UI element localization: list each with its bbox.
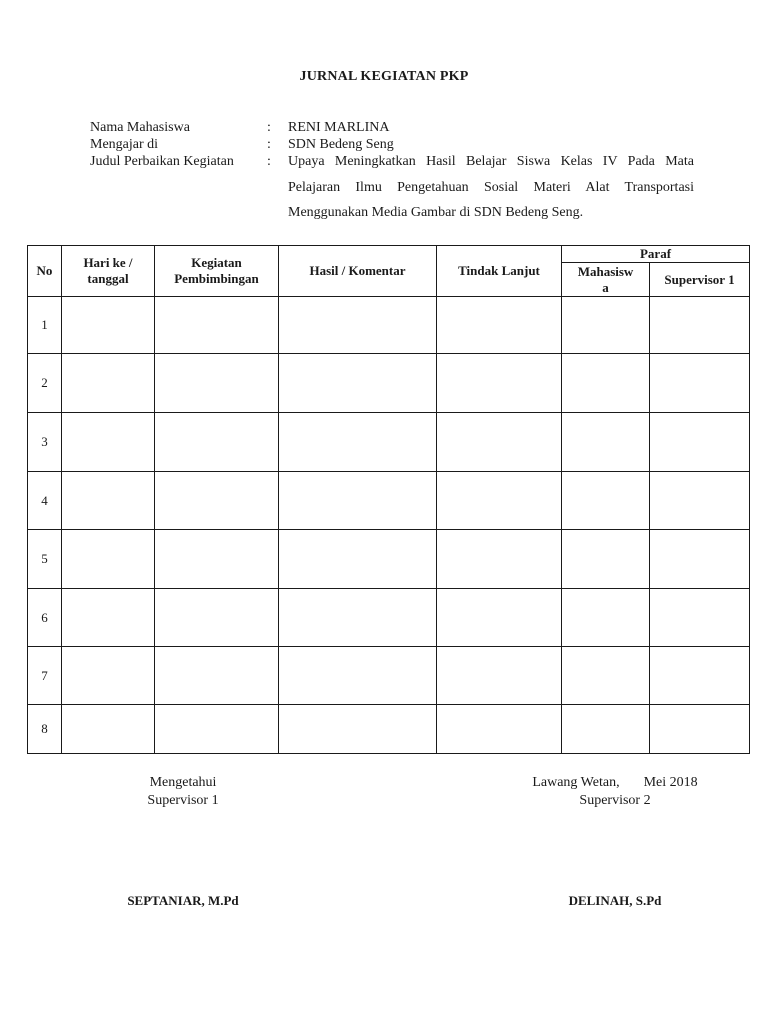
nama-mahasiswa-label: Nama Mahasiswa (90, 120, 190, 135)
row-number: 5 (28, 530, 62, 589)
header-hari-tanggal (62, 246, 155, 297)
row-number: 7 (28, 647, 62, 705)
table-cell (650, 647, 750, 705)
table-cell (437, 413, 562, 472)
table-cell (155, 413, 279, 472)
table-cell (437, 705, 562, 754)
table-cell (650, 705, 750, 754)
table-cell (62, 647, 155, 705)
table-cell (562, 530, 650, 589)
supervisor-1-name: SEPTANIAR, M.Pd (127, 893, 239, 908)
table-row (28, 472, 750, 530)
row-number: 3 (28, 413, 62, 472)
table-cell (562, 705, 650, 754)
table-cell (279, 589, 437, 647)
place-text: Lawang Wetan, (532, 775, 620, 790)
table-cell (650, 413, 750, 472)
header-tindak-lanjut: Tindak Lanjut (437, 246, 562, 297)
table-cell (155, 297, 279, 354)
table-row (28, 354, 750, 413)
table-cell (62, 589, 155, 647)
separator: : (267, 154, 271, 169)
table-cell (437, 589, 562, 647)
row-number: 8 (28, 705, 62, 754)
header-kegiatan (155, 246, 279, 297)
table-cell (62, 354, 155, 413)
table-cell (155, 705, 279, 754)
supervisor-2-label: Supervisor 2 (579, 793, 651, 808)
table-cell (562, 413, 650, 472)
table-cell (62, 472, 155, 530)
supervisor-2-name: DELINAH, S.Pd (568, 893, 662, 908)
table-cell (279, 297, 437, 354)
table-row (28, 530, 750, 589)
table-cell (62, 530, 155, 589)
table-cell (650, 530, 750, 589)
header-mahasiswa-line1: Mahasisw (577, 263, 634, 279)
place-date (510, 774, 720, 792)
header-supervisor: Supervisor 1 (650, 263, 750, 297)
judul-line-1: Upaya Meningkatkan Hasil Belajar Siswa Kelas IV Pada Mata (288, 154, 694, 169)
row-number: 4 (28, 472, 62, 530)
table-cell (562, 647, 650, 705)
row-number: 2 (28, 354, 62, 413)
table-row (28, 297, 750, 354)
table-cell (437, 647, 562, 705)
table-cell (155, 647, 279, 705)
header-no: No (28, 246, 62, 297)
judul-label: Judul Perbaikan Kegiatan (90, 154, 234, 169)
date-text: Mei 2018 (643, 775, 698, 790)
supervisor-1-label: Supervisor 1 (147, 793, 219, 808)
table-cell (279, 472, 437, 530)
table-cell (62, 413, 155, 472)
table-cell (562, 297, 650, 354)
header-hasil-komentar: Hasil / Komentar (279, 246, 437, 297)
table-cell (562, 354, 650, 413)
table-cell (155, 589, 279, 647)
table-cell (650, 589, 750, 647)
header-mahasiswa (562, 263, 650, 297)
nama-mahasiswa-value: RENI MARLINA (288, 120, 390, 135)
table-cell (62, 297, 155, 354)
signature-right (510, 774, 720, 810)
table-cell (562, 472, 650, 530)
table-row (28, 705, 750, 754)
mengajar-label: Mengajar di (90, 137, 159, 152)
header-paraf: Paraf (562, 246, 750, 263)
separator: : (267, 120, 271, 135)
table-cell (437, 472, 562, 530)
table-cell (437, 354, 562, 413)
table-cell (650, 472, 750, 530)
table-cell (279, 705, 437, 754)
table-cell (650, 297, 750, 354)
table-cell (279, 413, 437, 472)
journal-table (27, 245, 750, 754)
table-cell (437, 530, 562, 589)
mengetahui-text: Mengetahui (149, 775, 217, 790)
table-row (28, 413, 750, 472)
mengajar-value: SDN Bedeng Seng (288, 137, 394, 152)
table-cell (279, 354, 437, 413)
table-cell (62, 705, 155, 754)
header-kegiatan-line2: Pembimbingan (174, 271, 259, 286)
table-cell (279, 530, 437, 589)
table-cell (437, 297, 562, 354)
signature-left (113, 774, 253, 810)
table-cell (155, 530, 279, 589)
table-cell (279, 647, 437, 705)
header-kegiatan-line1: Kegiatan (191, 255, 242, 270)
table-row (28, 589, 750, 647)
header-hari-line2: tanggal (87, 271, 129, 286)
journal-body (28, 297, 750, 754)
table-cell (155, 354, 279, 413)
document-title: JURNAL KEGIATAN PKP (299, 69, 469, 84)
table-cell (650, 354, 750, 413)
row-number: 6 (28, 589, 62, 647)
header-hari-line1: Hari ke / (83, 255, 133, 270)
separator: : (267, 137, 271, 152)
table-row (28, 647, 750, 705)
header-mahasiswa-line2: a (602, 279, 609, 295)
row-number: 1 (28, 297, 62, 354)
judul-line-2: Pelajaran Ilmu Pengetahuan Sosial Materi Alat Transportasi (288, 180, 694, 195)
table-cell (155, 472, 279, 530)
judul-line-3: Menggunakan Media Gambar di SDN Bedeng Seng. (288, 205, 584, 220)
table-cell (562, 589, 650, 647)
